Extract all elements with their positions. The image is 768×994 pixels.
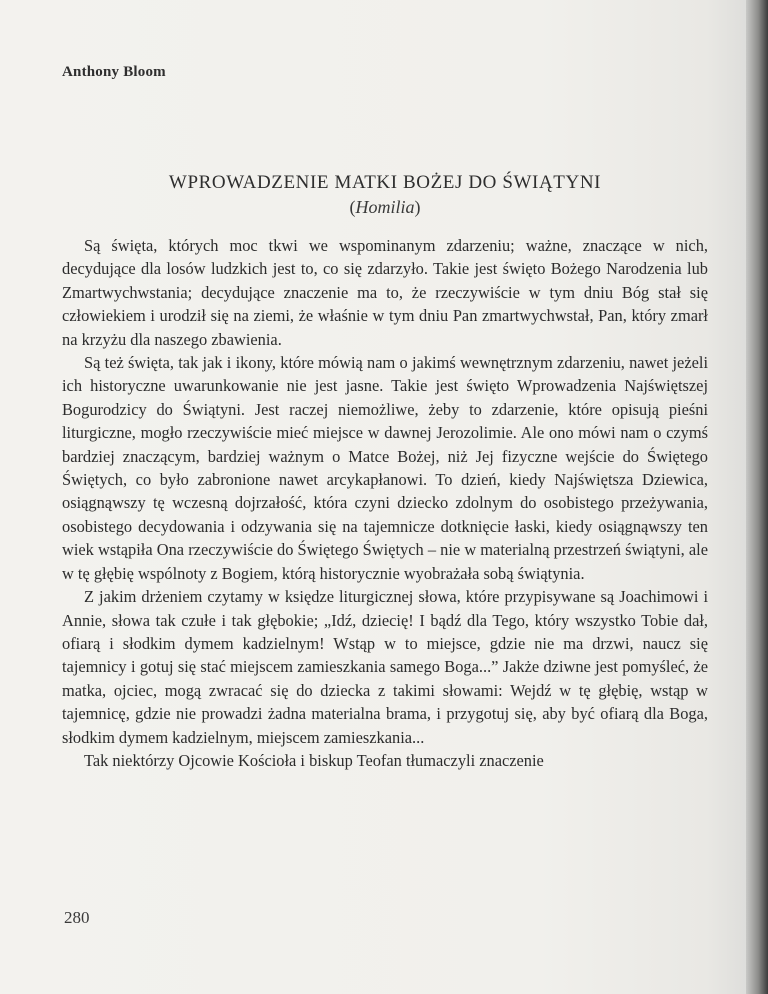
chapter-subtitle — [62, 197, 708, 218]
paragraph: Są też święta, tak jak i ikony, które mówią nam o jakimś wewnętrznym zdarzeniu, nawet jeżeli ich historyczne uwarunkowanie nie jest jasne. Takie jest święto Wprowadzenia Najświętszej Bogurodzicy do Świątyni. Jest raczej niemożliwe, żeby to zdarzenie, które opisują pieśni liturgiczne, mogło rzeczywiście mieć miejsce w dawnej Jerozolimie. Ale ono mówi nam o czymś bardziej znaczącym, bardziej ważnym o Matce Bożej, niż Jej fizyczne wejście do Świętego Świętych, co było zabronione nawet arcykapłanowi. To dzień, kiedy Najświętsza Dziewica, osiągnąwszy tę wczesną dojrzałość, która czyni dziecko zdolnym do osobistego przeżywania, osobistego decydowania i odzywania się na tajemnicze dotknięcie łaski, kiedy osiągnąwszy ten wiek wstąpiła Ona rzeczywiście do Świętego Świętych – nie w materialną przestrzeń świątyni, ale w tę głębię wspólnoty z Bogiem, którą historycznie wyobrażała sobą świątynia. — [62, 353, 708, 583]
subtitle-genre: Homilia — [355, 197, 415, 217]
paragraph: Są święta, których moc tkwi we wspominanym zdarzeniu; ważne, znaczące w nich, decydujące dla losów ludzkich jest to, co się zdarzyło. Takie jest święto Bożego Narodzenia lub Zmartwychwstania; decydujące znaczenie ma to, że rzeczywiście w tym dniu Bóg stał się człowiekiem i urodził się na ziemi, że właśnie w tym dniu Pan zmartwychwstał, Pan, który zmarł na krzyżu dla naszego zbawienia. — [62, 236, 708, 349]
running-header-author: Anthony Bloom — [62, 64, 166, 80]
chapter-title: WPROWADZENIE MATKI BOŻEJ DO ŚWIĄTYNI — [168, 172, 602, 193]
paragraph: Z jakim drżeniem czytamy w księdze liturgicznej słowa, które przypisywane są Joachimowi i Annie, słowa tak czułe i tak głębokie; „Idź, dziecię! I bądź dla Tego, który wszystko Tobie dał, ofiarą i słodkim dymem kadzielnym! Wstąp w to miejsce, gdzie nie ma drzwi, naucz się tajemnicy i gotuj się stać miejscem zamieszkania samego Boga...” Jakże dziwne jest pomyśleć, że matka, ojciec, mogą zwracać się do dziecka z takimi słowami: Wejdź w tę głębię, wstąp w tajemnicę, gdzie nie prowadzi żadna materialna brama, i przygotuj się, aby być ofiarą dla Boga, słodkim dymem kadzielnym, miejscem zamieszkania... — [62, 587, 708, 747]
book-spine-shadow — [746, 0, 768, 994]
body-text — [62, 234, 708, 772]
page-number: 280 — [64, 908, 90, 927]
paragraph: Tak niektórzy Ojcowie Kościoła i biskup Teofan tłumaczyli znaczenie — [84, 750, 544, 770]
subtitle-paren-close: ) — [414, 197, 421, 217]
subtitle-paren-open: ( — [349, 197, 356, 217]
